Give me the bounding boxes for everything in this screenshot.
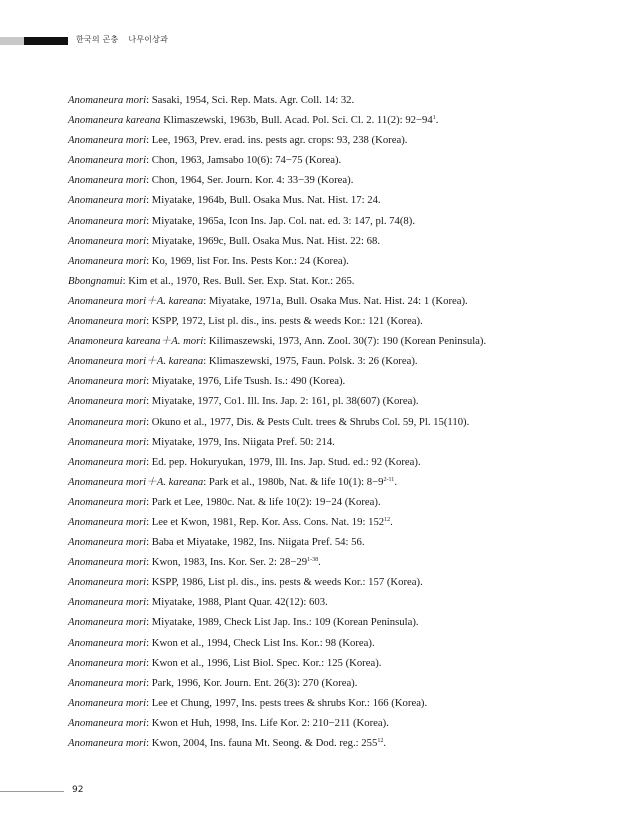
reference-entry <box>68 271 588 291</box>
reference-entry <box>68 633 588 653</box>
species-name: Anomaneura mori <box>68 455 147 468</box>
citation-text: : Kwon et al., 1994, Check List Ins. Kor.: 98 (Korea). <box>146 636 375 649</box>
header-section-title: 한국의 곤충 <box>76 35 119 44</box>
reference-entry <box>68 291 588 311</box>
citation-text: : Miyatake, 1971a, Bull. Osaka Mus. Nat. Hist. 24: 1 (Korea). <box>203 294 468 307</box>
citation-text: : Kwon et Huh, 1998, Ins. Life Kor. 2: 210−211 (Korea). <box>146 716 389 729</box>
citation-text: : Chon, 1963, Jamsabo 10(6): 74−75 (Korea). <box>146 154 342 167</box>
species-name: Anomaneura mori <box>68 656 147 669</box>
species-name: Anomaneura mori <box>68 435 147 448</box>
species-name: Anomaneura mori <box>68 596 147 609</box>
species-name: Anomaneura mori＋A. kareana <box>68 475 204 488</box>
citation-text: : Park, 1996, Kor. Journ. Ent. 26(3): 270 (Korea). <box>146 676 358 689</box>
citation-text: : Lee et Chung, 1997, Ins. pests trees & shrubs Kor.: 166 (Korea). <box>146 696 428 709</box>
reference-entry <box>68 612 588 632</box>
citation-text: : Lee et Kwon, 1981, Rep. Kor. Ass. Cons. Nat. 19: 152 <box>146 515 385 528</box>
citation-text: : Sasaki, 1954, Sci. Rep. Mats. Agr. Coll. 14: 32. <box>146 94 355 106</box>
species-name: Anomaneura mori＋A. kareana <box>68 355 204 368</box>
species-name: Anomaneura mori <box>68 636 147 649</box>
species-name: Anomaneura mori <box>68 576 147 589</box>
footnote-superscript: 2-11 <box>383 476 395 483</box>
citation-text: Klimaszewski, 1963b, Bull. Acad. Pol. Sci. Cl. 2. 11(2): 92−94 <box>160 114 433 127</box>
species-name: Anomaneura mori <box>68 737 147 749</box>
citation-text: : Miyatake, 1969c, Bull. Osaka Mus. Nat. Hist. 22: 68. <box>146 234 380 247</box>
species-name: Anomaneura mori <box>68 154 147 167</box>
citation-text: : Miyatake, 1988, Plant Quar. 42(12): 603. <box>146 596 328 609</box>
page-number: 92 <box>72 785 84 795</box>
citation-text: : Lee, 1963, Prev. erad. ins. pests agr. crops: 93, 238 (Korea). <box>146 134 408 147</box>
header-bar-black <box>24 37 68 45</box>
species-name: Anomaneura mori <box>68 134 147 147</box>
citation-text: : Okuno et al., 1977, Dis. & Pests Cult. trees & Shrubs Col. 59, Pl. 15(110). <box>146 415 470 428</box>
reference-entry <box>68 311 588 331</box>
reference-entry <box>68 130 588 150</box>
species-name: Anomaneura mori <box>68 495 147 508</box>
species-name: Anomaneura kareana <box>68 114 161 127</box>
reference-entry <box>68 733 588 753</box>
citation-end: . <box>435 114 439 127</box>
reference-entry <box>68 211 588 231</box>
footer-rule <box>0 791 64 792</box>
species-name: Anomaneura mori <box>68 254 147 267</box>
citation-text: : Miyatake, 1964b, Bull. Osaka Mus. Nat. Hist. 17: 24. <box>146 194 381 207</box>
running-header <box>76 34 168 45</box>
citation-text: : Klimaszewski, 1975, Faun. Polsk. 3: 26 (Korea). <box>203 355 418 368</box>
reference-entry <box>68 190 588 210</box>
species-name: Anomaneura mori <box>68 234 147 247</box>
reference-entry <box>68 251 588 271</box>
reference-entry <box>68 673 588 693</box>
species-name: Anomaneura mori <box>68 375 147 388</box>
reference-entry <box>68 532 588 552</box>
species-name: Anomaneura mori <box>68 415 147 428</box>
reference-entry <box>68 391 588 411</box>
citation-text: : Park et al., 1980b, Nat. & life 10(1): 8−9 <box>203 475 384 488</box>
species-name: Anomaneura mori＋A. kareana <box>68 294 204 307</box>
reference-entry <box>68 170 588 190</box>
footnote-superscript: 12 <box>377 738 384 744</box>
species-name: Anomaneura mori <box>68 716 147 729</box>
reference-entry <box>68 492 588 512</box>
citation-text: : Kwon, 1983, Ins. Kor. Ser. 2: 28−29 <box>146 556 308 569</box>
citation-end: . <box>318 556 321 569</box>
reference-entry <box>68 452 588 472</box>
species-name: Anomaneura mori <box>68 174 147 187</box>
citation-text: : Kilimaszewski, 1973, Ann. Zool. 30(7): 190 (Korean Peninsula). <box>203 335 487 348</box>
species-name: Anomaneura mori <box>68 315 147 328</box>
footnote-superscript: 1-38 <box>307 557 319 564</box>
reference-entry <box>68 231 588 251</box>
reference-entry <box>68 653 588 673</box>
citation-end: . <box>394 475 397 488</box>
reference-entry <box>68 90 588 110</box>
reference-entry <box>68 693 588 713</box>
header-bar-grey <box>0 37 24 45</box>
reference-entry <box>68 351 588 371</box>
reference-entry <box>68 572 588 592</box>
citation-text: : Park et Lee, 1980c. Nat. & life 10(2): 19−24 (Korea). <box>146 495 381 508</box>
species-name: Anamoneura kareana＋A. mori <box>68 335 204 348</box>
reference-entry <box>68 150 588 170</box>
species-name: Anomaneura mori <box>68 194 147 207</box>
species-name: Anomaneura mori <box>68 515 147 528</box>
species-name: Anomaneura mori <box>68 536 147 549</box>
reference-list <box>68 90 588 753</box>
reference-entry <box>68 331 588 351</box>
citation-text: : KSPP, 1986, List pl. dis., ins. pests & weeds Kor.: 157 (Korea). <box>146 576 423 589</box>
species-name: Anomaneura mori <box>68 676 147 689</box>
species-name: Bbongnamui <box>68 274 123 287</box>
species-name: Anomaneura mori <box>68 696 147 709</box>
citation-text: : Chon, 1964, Ser. Journ. Kor. 4: 33−39 (Korea). <box>146 174 354 187</box>
reference-entry <box>68 371 588 391</box>
reference-entry <box>68 412 588 432</box>
header-subtitle: 나무이상과 <box>128 35 169 44</box>
citation-text: : Ed. pep. Hokuryukan, 1979, Ill. Ins. Jap. Stud. ed.: 92 (Korea). <box>146 455 421 468</box>
citation-text: : Miyatake, 1977, Co1. Ill. Ins. Jap. 2: 161, pl. 38(607) (Korea). <box>146 395 419 408</box>
footnote-superscript: 12 <box>384 516 391 523</box>
citation-text: : KSPP, 1972, List pl. dis., ins. pests & weeds Kor.: 121 (Korea). <box>146 315 423 328</box>
reference-entry <box>68 592 588 612</box>
species-name: Anomaneura mori <box>68 94 147 106</box>
citation-end: . <box>383 737 386 749</box>
citation-text: : Miyatake, 1965a, Icon Ins. Jap. Col. nat. ed. 3: 147, pl. 74(8). <box>146 214 415 227</box>
reference-entry <box>68 552 588 572</box>
species-name: Anomaneura mori <box>68 616 147 629</box>
citation-text: : Baba et Miyatake, 1982, Ins. Niigata Pref. 54: 56. <box>146 536 365 549</box>
citation-end: . <box>390 515 393 528</box>
citation-text: : Miyatake, 1979, Ins. Niigata Pref. 50: 214. <box>146 435 335 448</box>
species-name: Anomaneura mori <box>68 395 147 408</box>
species-name: Anomaneura mori <box>68 214 147 227</box>
reference-entry <box>68 432 588 452</box>
citation-text: : Miyatake, 1989, Check List Jap. Ins.: 109 (Korean Peninsula). <box>146 616 419 629</box>
citation-text: : Kim et al., 1970, Res. Bull. Ser. Exp. Stat. Kor.: 265. <box>122 274 355 287</box>
reference-entry <box>68 713 588 733</box>
reference-entry <box>68 512 588 532</box>
citation-text: : Kwon et al., 1996, List Biol. Spec. Kor.: 125 (Korea). <box>146 656 382 669</box>
citation-text: : Miyatake, 1976, Life Tsush. Is.: 490 (Korea). <box>146 375 346 388</box>
footnote-superscript: 1 <box>432 115 436 122</box>
reference-entry <box>68 472 588 492</box>
reference-entry <box>68 110 588 130</box>
citation-text: : Ko, 1969, list For. Ins. Pests Kor.: 24 (Korea). <box>146 254 349 267</box>
citation-text: : Kwon, 2004, Ins. fauna Mt. Seong. & Dod. reg.: 255 <box>146 737 378 749</box>
species-name: Anomaneura mori <box>68 556 147 569</box>
